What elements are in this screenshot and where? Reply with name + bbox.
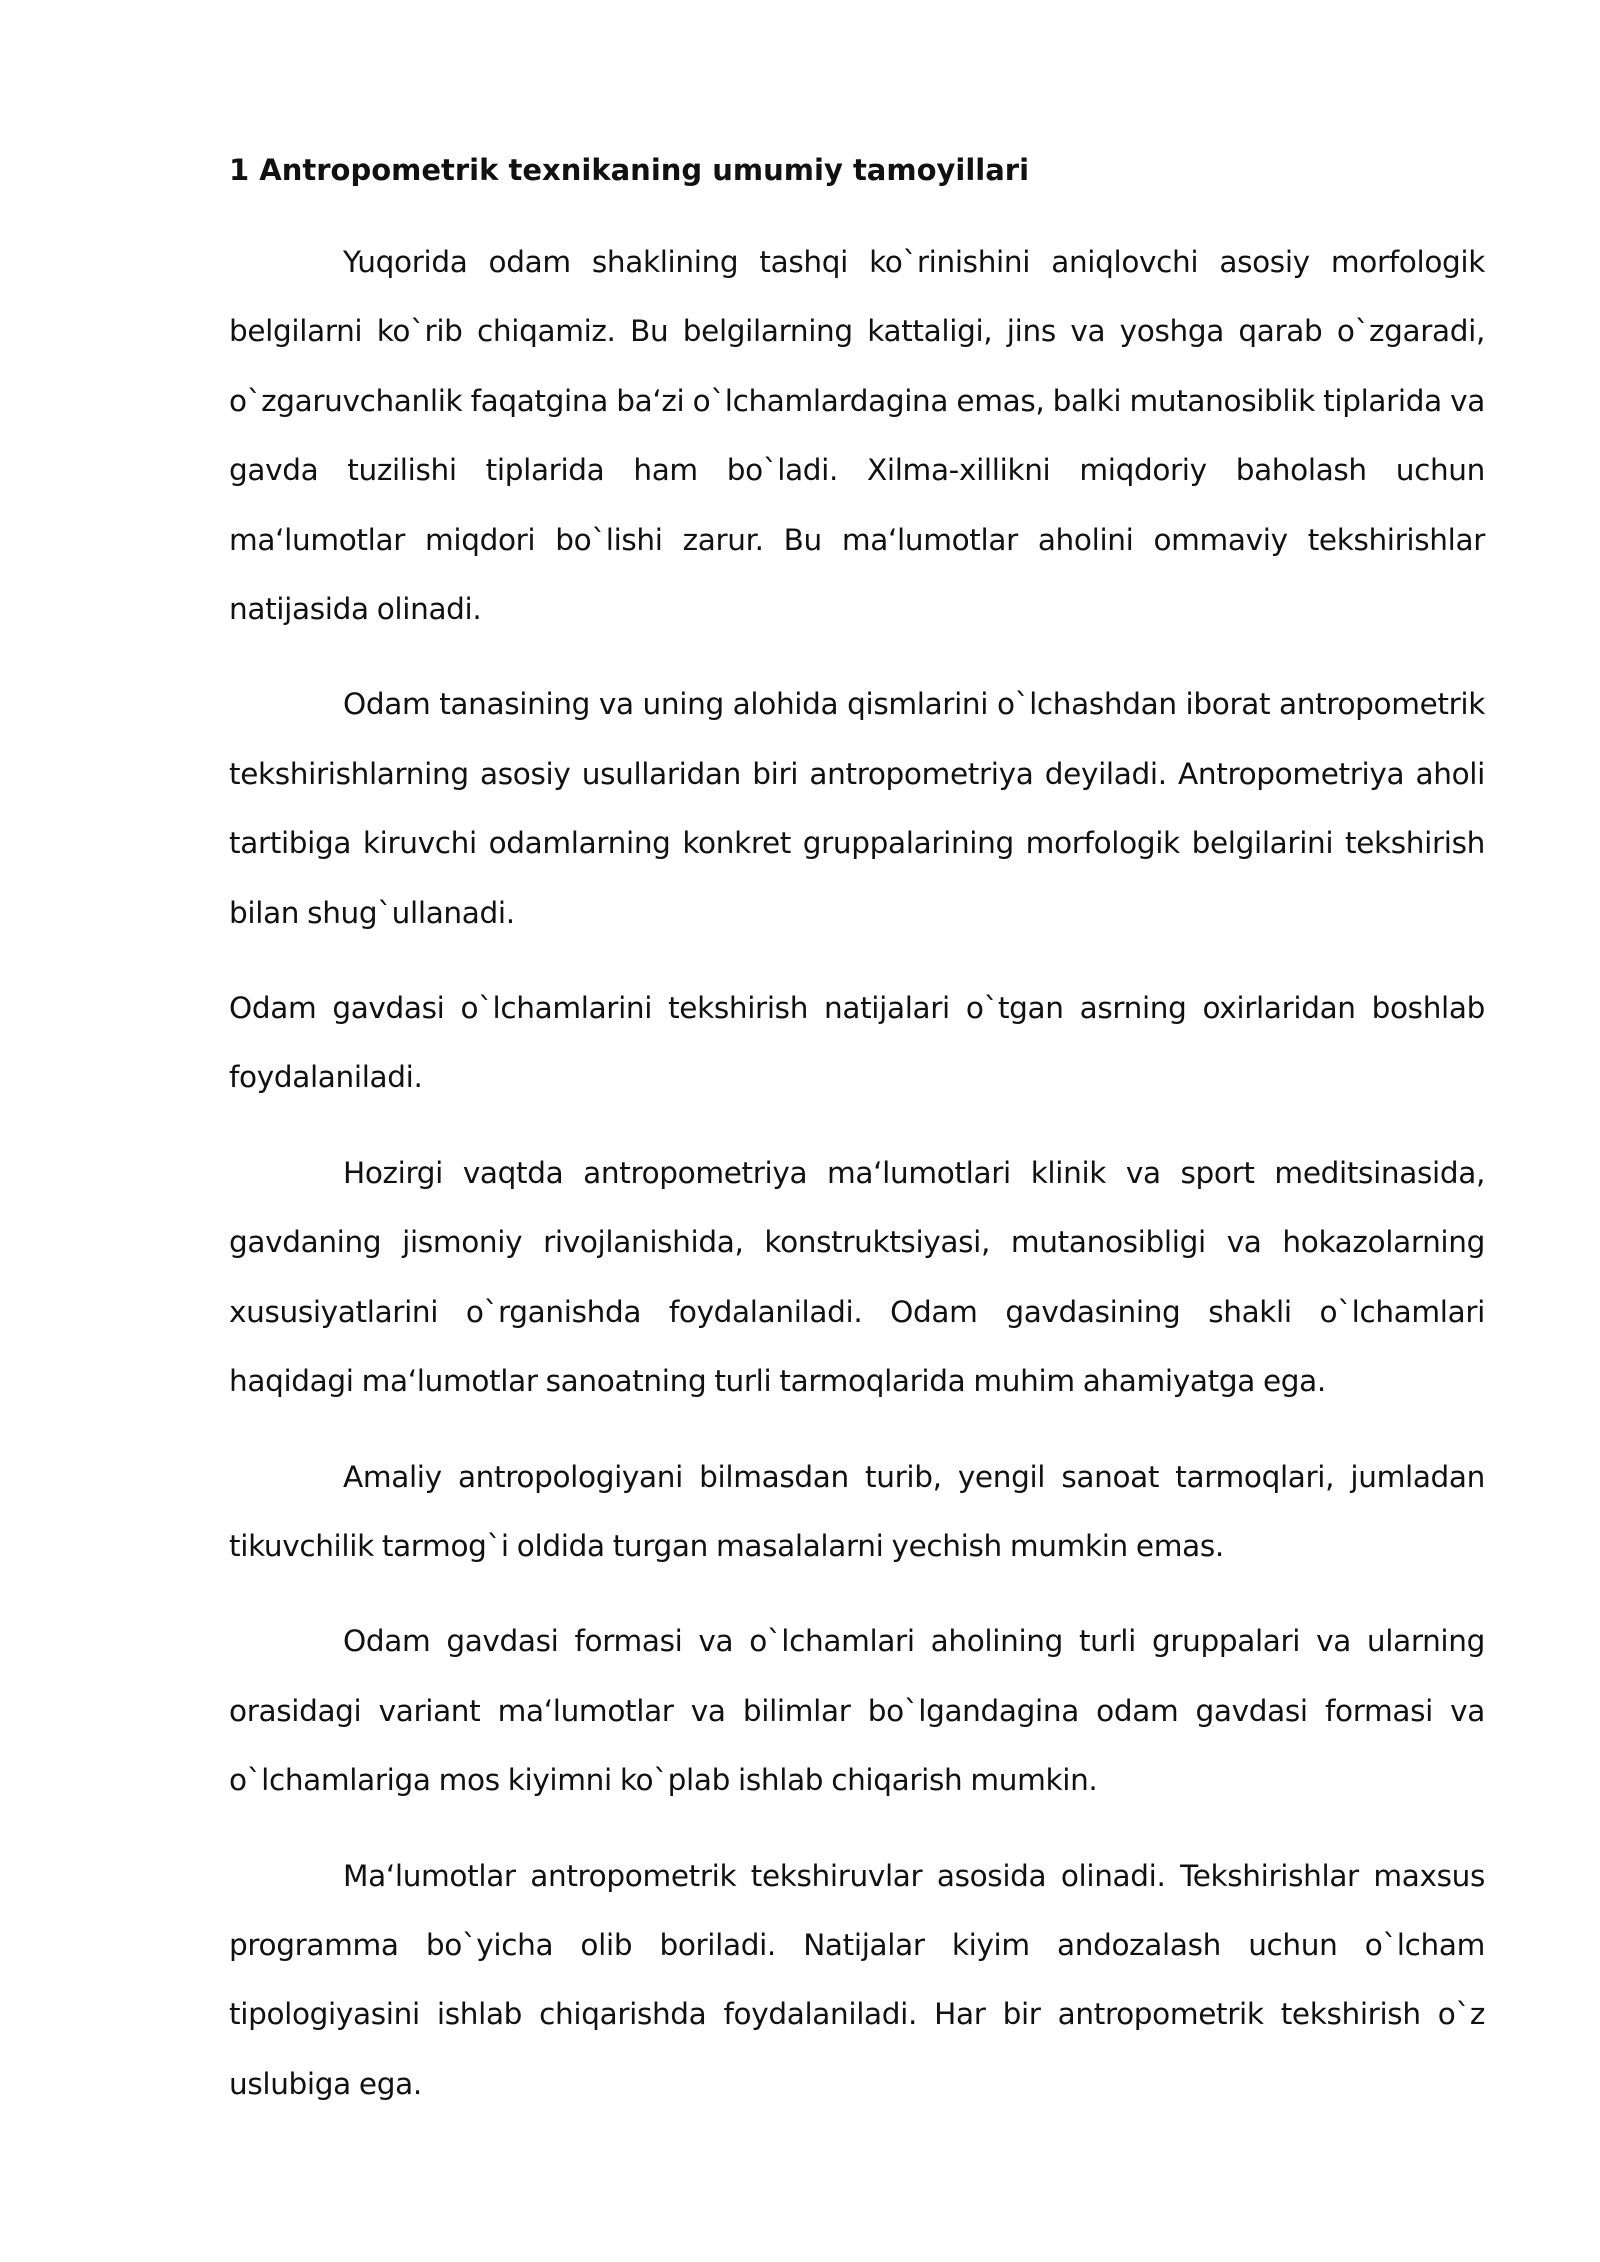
paragraph-6: Odam gavdasi formasi va o`lchamlari aholining turli gruppalari va ularning orasidagi variant ma‘lumotlar va bilimlar bo`lgandagina odam gavdasi formasi va o`lchamlariga mos kiyimni ko`plab ishlab chiqarish mumkin.	[229, 1624, 1485, 1798]
paragraph-7: Ma‘lumotlar antropometrik tekshiruvlar asosida olinadi. Tekshirishlar maxsus programma bo`yicha olib boriladi. Natijalar kiyim andozalash uchun o`lcham tipologiyasini ishlab chiqarishda foydalaniladi. Har bir antropometrik tekshirish o`z uslubiga ega.	[229, 1858, 1485, 2101]
paragraph-3: Odam gavdasi o`lchamlarini tekshirish natijalari o`tgan asrning oxirlaridan boshlab foydalaniladi.	[229, 991, 1485, 1095]
paragraph-1: Yuqorida odam shaklining tashqi ko`rinishini aniqlovchi asosiy morfologik belgilarni ko`rib chiqamiz. Bu belgilarning kattaligi, jins va yoshga qarab o`zgaradi, o`zgaruvchanlik faqatgina ba‘zi o`lchamlardagina emas, balki mutanosiblik tiplarida va gavda tuzilishi tiplarida ham bo`ladi. Xilma-xillikni miqdoriy baholash uchun ma‘lumotlar miqdori bo`lishi zarur. Bu ma‘lumotlar aholini ommaviy tekshirishlar natijasida olinadi.	[229, 245, 1485, 627]
document-body	[229, 150, 1485, 2145]
paragraph-2: Odam tanasining va uning alohida qismlarini o`lchashdan iborat antropometrik tekshirishlarning asosiy usullaridan biri antropometriya deyiladi. Antropometriya aholi tartibiga kiruvchi odamlarning konkret gruppalarining morfologik belgilarini tekshirish bilan shug`ullanadi.	[229, 687, 1485, 930]
paragraph-5: Amaliy antropologiyani bilmasdan turib, yengil sanoat tarmoqlari, jumladan tikuvchilik tarmog`i oldida turgan masalalarni yechish mumkin emas.	[229, 1459, 1485, 1563]
section-heading: 1 Antropometrik texnikaning umumiy tamoyillari	[229, 153, 1030, 187]
paragraph-4: Hozirgi vaqtda antropometriya ma‘lumotlari klinik va sport meditsinasida, gavdaning jismoniy rivojlanishida, konstruktsiyasi, mutanosibligi va hokazolarning xususiyatlarini o`rganishda foydalaniladi. Odam gavdasining shakli o`lchamlari haqidagi ma‘lumotlar sanoatning turli tarmoqlarida muhim ahamiyatga ega.	[229, 1155, 1485, 1399]
